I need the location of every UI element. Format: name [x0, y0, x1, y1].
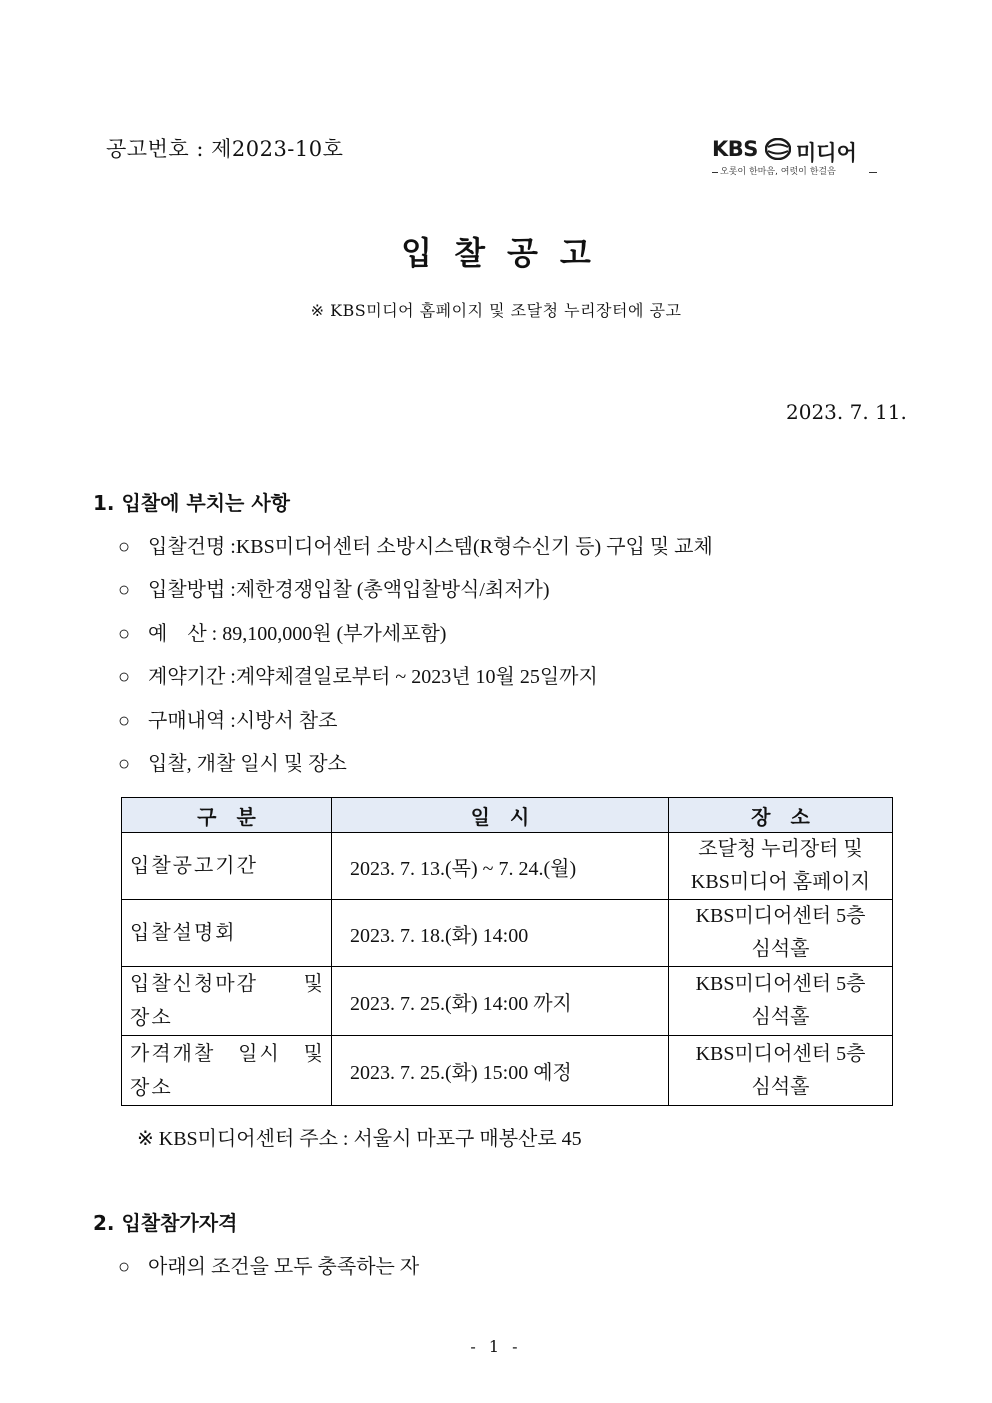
section-1-heading: 1. 입찰에 부치는 사항: [93, 491, 290, 515]
datetime-cell: 2023. 7. 25.(화) 14:00 까지: [332, 967, 669, 1036]
item-value: KBS미디어센터 소방시스템(R형수신기 등) 구입 및 교체: [235, 536, 713, 558]
category-cell: 입찰설명회: [122, 900, 332, 967]
bullet-icon: ○: [118, 536, 131, 558]
table-row: [122, 967, 893, 1036]
category-cell: 입찰공고기간: [122, 833, 332, 900]
category-line: 입찰신청마감 및: [130, 973, 325, 995]
kbs-media-logo: [712, 137, 877, 182]
datetime-cell: 2023. 7. 25.(화) 15:00 예정: [332, 1036, 669, 1106]
table-row: [122, 900, 893, 967]
place-cell: [669, 900, 893, 967]
logo-left-text: KBS: [712, 137, 758, 161]
item-value: 입찰, 개찰 일시 및 장소: [148, 753, 347, 775]
table-row: [122, 1036, 893, 1106]
category-line: 장소: [130, 1076, 173, 1099]
item-value: 제한경쟁입찰 (총액입찰방식/최저가): [235, 579, 550, 601]
list-item: [118, 573, 550, 602]
bullet-icon: ○: [118, 579, 131, 601]
notice-number: 공고번호 : 제2023-10호: [106, 137, 344, 161]
page-number: - 1 -: [470, 1337, 522, 1356]
bullet-icon: ○: [118, 1256, 131, 1278]
category-line: 장소: [130, 1007, 173, 1029]
item-label: 구매내역 :: [148, 710, 236, 732]
item-value: 89,100,000원 (부가세포함): [222, 623, 447, 645]
bullet-icon: ○: [118, 666, 131, 688]
category-line: 가격개찰 일시 및: [130, 1042, 325, 1065]
list-item: [118, 1250, 419, 1279]
list-item: [118, 617, 446, 646]
bullet-icon: ○: [118, 710, 131, 732]
page-subtitle: ※ KBS미디어 홈페이지 및 조달청 누리장터에 공고: [310, 301, 682, 320]
category-cell: [122, 967, 332, 1036]
logo-rule-left: [712, 172, 718, 173]
datetime-cell: 2023. 7. 13.(목) ~ 7. 24.(월): [332, 833, 669, 900]
list-item: [118, 660, 598, 689]
place-cell: [669, 967, 893, 1036]
notice-date: 2023. 7. 11.: [786, 400, 907, 424]
place-cell: [669, 833, 893, 900]
kbs-emblem-icon: [765, 138, 791, 160]
place-line: 심석홀: [751, 938, 810, 960]
item-label: 입찰건명 :: [148, 536, 236, 558]
table-header-row: [122, 798, 893, 833]
bullet-icon: ○: [118, 753, 131, 775]
logo-slogan: 오롯이 한마음, 여럿이 한걸음: [720, 167, 836, 177]
page-title: 입찰공고: [401, 234, 613, 272]
place-line: 심석홀: [751, 1075, 810, 1098]
list-item: [118, 747, 347, 776]
item-value: 계약체결일로부터 ~ 2023년 10월 25일까지: [235, 666, 598, 688]
place-line: 조달청 누리장터 및: [698, 838, 863, 860]
place-line: 심석홀: [751, 1006, 810, 1028]
address-note: ※ KBS미디어센터 주소 : 서울시 마포구 매봉산로 45: [137, 1128, 582, 1150]
place-line: KBS미디어센터 5층: [695, 905, 866, 927]
column-header: 장소: [669, 798, 893, 833]
list-item: [118, 704, 337, 733]
datetime-cell: 2023. 7. 18.(화) 14:00: [332, 900, 669, 967]
item-label: 예 산 :: [148, 623, 223, 645]
table-row: [122, 833, 893, 900]
schedule-table: [121, 797, 893, 1106]
section-2-heading: 2. 입찰참가자격: [93, 1211, 238, 1235]
place-line: KBS미디어센터 5층: [695, 1042, 866, 1065]
bullet-icon: ○: [118, 623, 131, 645]
item-value: 시방서 참조: [235, 710, 338, 732]
logo-right-text: 미디어: [796, 141, 857, 165]
list-item: [118, 530, 713, 559]
column-header: 일시: [332, 798, 669, 833]
place-line: KBS미디어 홈페이지: [690, 871, 871, 893]
category-cell: [122, 1036, 332, 1106]
item-label: 계약기간 :: [148, 666, 236, 688]
item-label: 입찰방법 :: [148, 579, 236, 601]
place-line: KBS미디어센터 5층: [695, 973, 866, 995]
place-cell: [669, 1036, 893, 1106]
item-value: 아래의 조건을 모두 충족하는 자: [148, 1256, 420, 1278]
logo-rule-right: [869, 172, 877, 173]
column-header: 구분: [122, 798, 332, 833]
